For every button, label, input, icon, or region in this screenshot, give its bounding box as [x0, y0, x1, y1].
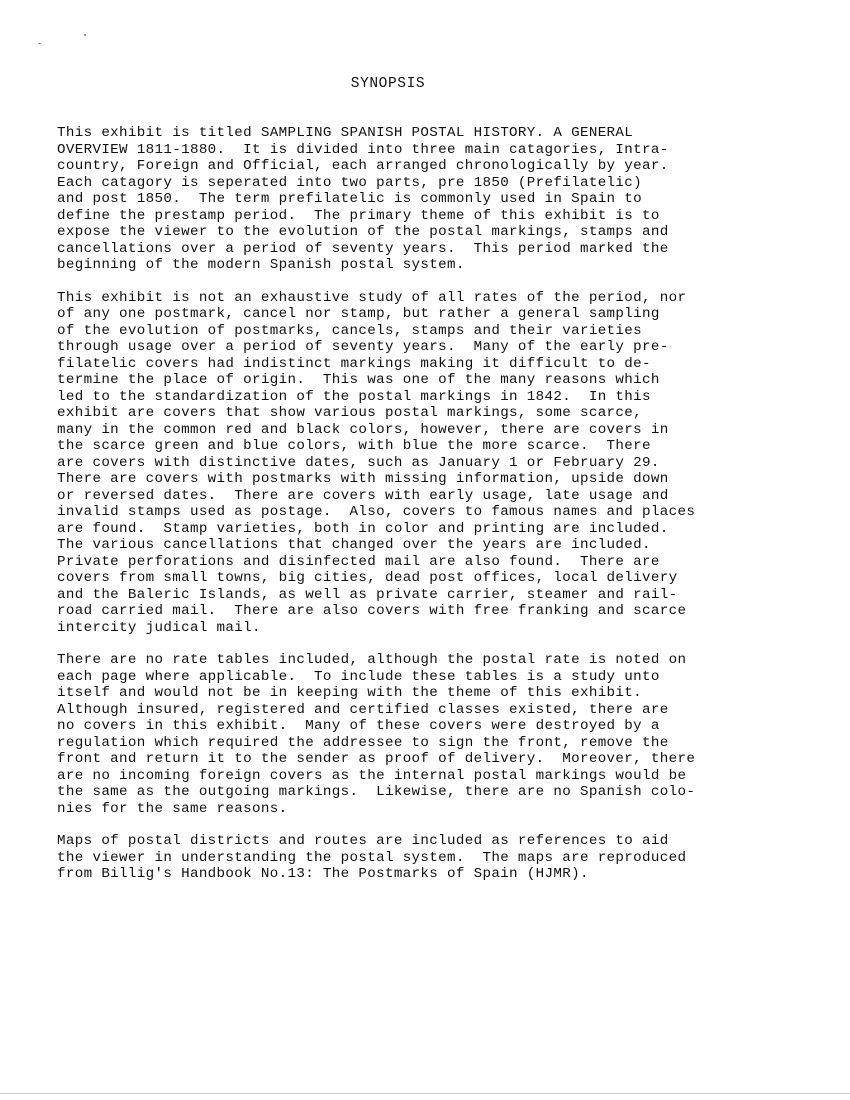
text-line: and post 1850. The term prefilatelic is commonly used in Spain to — [57, 191, 643, 207]
text-line: The various cancellations that changed over the years are included. — [57, 537, 651, 553]
text-line: from Billig's Handbook No.13: The Postmarks of Spain (HJMR). — [57, 866, 589, 882]
text-line: are covers with distinctive dates, such as January 1 or February 29. — [57, 454, 660, 471]
text-line: expose the viewer to the evolution of the postal markings, stamps and — [57, 224, 669, 240]
text-line: There are covers with postmarks with missing information, upside down — [57, 471, 669, 487]
text-line: are found. Stamp varieties, both in color and printing are included. — [57, 520, 669, 537]
paragraph-scope — [57, 290, 837, 637]
text-line: beginning of the modern Spanish postal system. — [57, 257, 465, 273]
text-line: OVERVIEW 1811-1880. It is divided into three main catagories, Intra- — [57, 141, 669, 158]
text-line: country, Foreign and Official, each arranged chronologically by year. — [57, 158, 669, 174]
text-line: are no incoming foreign covers as the internal postal markings would be — [57, 767, 687, 784]
text-line: the viewer in understanding the postal system. The maps are reproduced — [57, 849, 687, 866]
text-line: exhibit are covers that show various postal markings, some scarce, — [57, 405, 643, 421]
text-line: This exhibit is titled SAMPLING SPANISH POSTAL HISTORY. A GENERAL — [57, 125, 634, 141]
paragraph-exclusions — [57, 652, 837, 817]
text-line: through usage over a period of seventy years. Many of the early pre- — [57, 339, 669, 355]
scan-edge-line — [0, 1093, 850, 1094]
text-line: filatelic covers had indistinct markings making it difficult to de- — [57, 355, 651, 372]
paragraph-maps — [57, 833, 837, 883]
text-line: and the Baleric Islands, as well as private carrier, steamer and rail- — [57, 586, 678, 603]
text-line: itself and would not be in keeping with the theme of this exhibit. — [57, 685, 643, 701]
text-line: regulation which required the addressee to sign the front, remove the — [57, 734, 669, 751]
text-line: the same as the outgoing markings. Likewise, there are no Spanish colo- — [57, 784, 696, 800]
scan-speck — [38, 43, 41, 44]
text-line: This exhibit is not an exhaustive study of all rates of the period, nor — [57, 289, 687, 306]
text-line: front and return it to the sender as proof of delivery. Moreover, there — [57, 751, 696, 767]
text-line: of the evolution of postmarks, cancels, stamps and their varieties — [57, 322, 643, 339]
text-line: led to the standardization of the postal markings in 1842. In this — [57, 388, 651, 405]
text-line: the scarce green and blue colors, with blue the more scarce. There — [57, 438, 651, 454]
text-line: There are no rate tables included, although the postal rate is noted on — [57, 652, 687, 668]
text-line: Maps of postal districts and routes are included as references to aid — [57, 833, 669, 849]
text-line: or reversed dates. There are covers with early usage, late usage and — [57, 487, 669, 504]
text-line: each page where applicable. To include these tables is a study unto — [57, 668, 660, 685]
synopsis-body — [57, 125, 837, 899]
paragraph-overview — [57, 125, 837, 274]
text-line: covers from small towns, big cities, dead post offices, local delivery — [57, 570, 678, 586]
text-line: cancellations over a period of seventy years. This period marked the — [57, 240, 669, 257]
text-line: Each catagory is seperated into two parts, pre 1850 (Prefilatelic) — [57, 174, 643, 191]
text-line: Although insured, registered and certified classes existed, there are — [57, 701, 669, 718]
text-line: define the prestamp period. The primary theme of this exhibit is to — [57, 207, 660, 224]
text-line: of any one postmark, cancel nor stamp, but rather a general sampling — [57, 306, 660, 322]
text-line: termine the place of origin. This was one of the many reasons which — [57, 372, 660, 388]
text-line: intercity judical mail. — [57, 619, 261, 636]
text-line: invalid stamps used as postage. Also, covers to famous names and places — [57, 504, 696, 520]
text-line: nies for the same reasons. — [57, 800, 288, 817]
page-title: SYNOPSIS — [350, 76, 426, 92]
text-line: Private perforations and disinfected mail are also found. There are — [57, 553, 660, 570]
text-line: road carried mail. There are also covers with free franking and scarce — [57, 603, 687, 619]
scan-speck — [84, 34, 86, 36]
text-line: many in the common red and black colors, however, there are covers in — [57, 421, 669, 438]
text-line: no covers in this exhibit. Many of these covers were destroyed by a — [57, 718, 660, 734]
